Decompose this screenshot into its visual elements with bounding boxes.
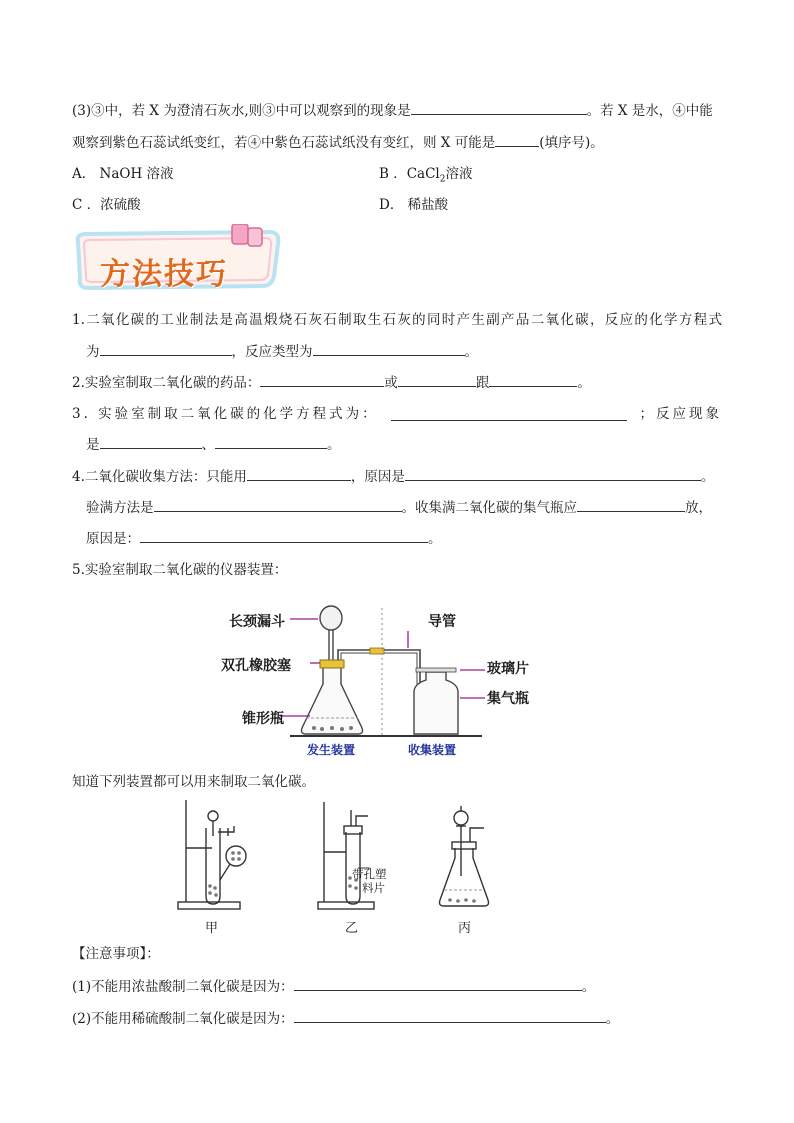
blank-drug-1[interactable]	[260, 372, 384, 387]
clip-icon	[232, 224, 262, 246]
q3-line2-tail: (填序号)。	[539, 135, 604, 151]
item1-text: 1.二氧化碳的工业制法是高温煅烧石灰石制取生石灰的同时产生副产品二氧化碳，反应的化学方程式	[72, 312, 722, 328]
section-title: 方法技巧	[100, 257, 228, 292]
note2-text: (2)不能用稀硫酸制二氧化碳是因为：	[72, 1011, 294, 1027]
blank-place-reason[interactable]	[140, 528, 428, 543]
blank-x-choice[interactable]	[495, 132, 539, 147]
item2-line	[72, 372, 591, 393]
item1-line2	[86, 341, 478, 362]
flask-icon	[302, 666, 363, 734]
item2-text: 2.实验室制取二氧化碳的药品：	[72, 375, 261, 391]
q3-line2	[72, 132, 604, 153]
item3-line1	[72, 404, 722, 424]
label-glass: 玻璃片	[487, 661, 529, 677]
blank-reaction-type[interactable]	[313, 341, 465, 356]
item4-line2	[86, 497, 712, 518]
blank-phenomenon-2[interactable]	[215, 434, 327, 449]
item4-place: 。收集满二氧化碳的集气瓶应	[401, 500, 577, 516]
caption-collector: 收集装置	[408, 743, 457, 757]
note1-text: (1)不能用浓盐酸制二氧化碳是因为：	[72, 979, 294, 995]
item4-end1: 。	[700, 469, 715, 485]
item3-is: 是	[86, 437, 100, 453]
caption-jia: 甲	[205, 921, 219, 936]
item3-line2	[86, 434, 341, 455]
item1-prefix: 为	[86, 344, 100, 360]
label-flask: 锥形瓶	[242, 711, 284, 727]
item4-text: 4.二氧化碳收集方法：只能用	[72, 469, 247, 485]
q3-line1-text: (3)③中，若 X 为澄清石灰水,则③中可以观察到的现象是	[72, 103, 411, 119]
blank-check-method[interactable]	[154, 497, 402, 512]
blank-place-direction[interactable]	[577, 497, 685, 512]
option-d-text: D． 稀盐酸	[379, 197, 449, 213]
q3-line2-text: 观察到紫色石蕊试纸变红，若④中紫色石蕊试纸没有变红，则 X 可能是	[72, 135, 496, 151]
yi-note-a: 带孔塑	[352, 867, 387, 881]
label-stopper: 双孔橡胶塞	[221, 658, 291, 674]
item5-line: 5.实验室制取二氧化碳的仪器装置：	[72, 562, 288, 578]
option-b-tail: 溶液	[445, 166, 473, 182]
item1-line1	[72, 310, 722, 330]
setups-diagram	[170, 796, 510, 918]
item3-text: 3. 实验室制取二氧化碳的化学方程式为：	[72, 406, 379, 422]
item4-line1	[72, 466, 714, 487]
item2-or: 或	[384, 375, 398, 391]
note2-end: 。	[605, 1011, 620, 1027]
glass-plate-icon	[416, 668, 456, 672]
option-b-text: B ．CaCl	[379, 166, 440, 182]
blank-drug-3[interactable]	[489, 372, 577, 387]
item2-with: 跟	[475, 375, 490, 391]
blank-observation[interactable]	[411, 100, 587, 115]
notes-title: 【注意事项】：	[72, 946, 160, 962]
caption-bing: 丙	[458, 921, 472, 936]
item3-sep: 、	[201, 437, 215, 453]
item3-end: 。	[327, 437, 341, 453]
option-d[interactable]	[379, 195, 448, 215]
note1-end: 。	[581, 979, 596, 995]
intro2: 知道下列装置都可以用来制取二氧化碳。	[72, 774, 315, 790]
blank-note1[interactable]	[294, 976, 582, 991]
item4-reason: ，原因是	[350, 469, 405, 485]
label-funnel: 长颈漏斗	[229, 614, 285, 630]
option-c[interactable]	[72, 195, 141, 215]
blank-collect-method[interactable]	[247, 466, 351, 481]
note1-line	[72, 976, 595, 997]
caption-generator: 发生装置	[307, 743, 356, 757]
item4-reason2: 原因是：	[86, 531, 140, 547]
q3-line1	[72, 100, 713, 121]
label-bottle: 集气瓶	[487, 691, 529, 707]
blank-lab-equation[interactable]	[391, 406, 627, 421]
option-b-subscript: 2	[439, 174, 446, 185]
option-b[interactable]	[379, 164, 472, 190]
option-c-text: C ．浓硫酸	[72, 197, 141, 213]
blank-drug-2[interactable]	[398, 372, 476, 387]
item2-end: 。	[577, 375, 591, 391]
blank-collect-reason[interactable]	[405, 466, 701, 481]
item4-check: 验满方法是	[86, 500, 154, 516]
setup-bing	[440, 806, 489, 906]
caption-yi: 乙	[345, 921, 359, 936]
q3-line1-tail: 。若 X 是水，④中能	[586, 103, 713, 119]
option-a[interactable]	[72, 164, 174, 184]
blank-note2[interactable]	[294, 1008, 606, 1023]
note2-line	[72, 1008, 619, 1029]
label-tube: 导管	[428, 614, 456, 630]
blank-equation[interactable]	[100, 341, 232, 356]
option-a-text: A． NaOH 溶液	[72, 166, 174, 182]
bing-contents	[448, 898, 476, 903]
item4-end2: 。	[428, 531, 442, 547]
yi-note-b: 料片	[362, 881, 385, 895]
stopper-icon	[320, 660, 344, 668]
setup-jia	[178, 800, 246, 909]
item4-line3	[86, 528, 442, 549]
item1-end: 。	[464, 344, 478, 360]
item3-phen: ；反应现象	[639, 406, 722, 422]
item4-put: 放，	[685, 500, 712, 516]
item1-mid: ，反应类型为	[231, 344, 313, 360]
blank-phenomenon-1[interactable]	[100, 434, 202, 449]
